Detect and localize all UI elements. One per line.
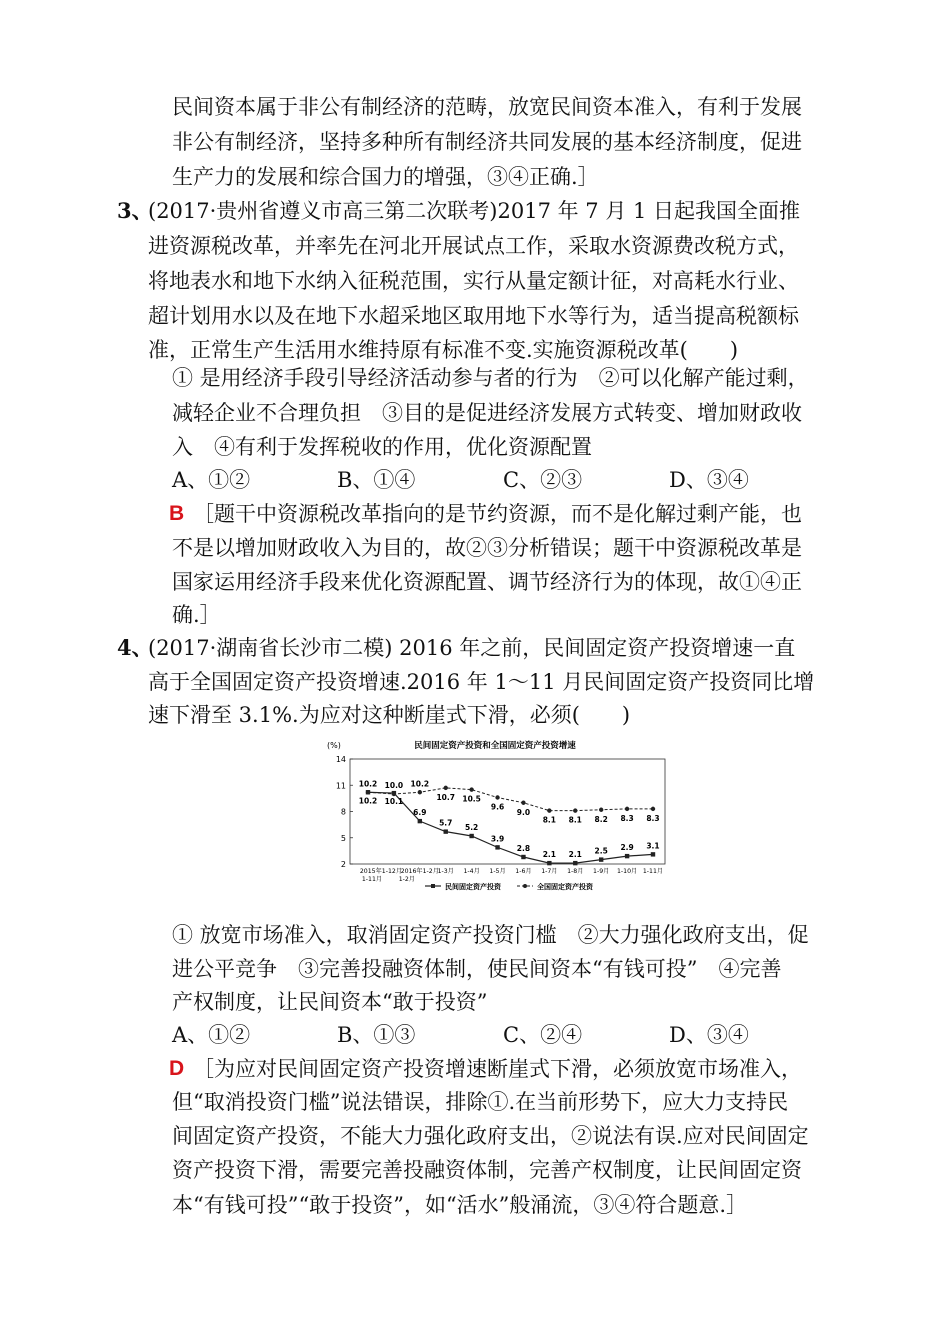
x-tick-label: 1-3月 — [437, 868, 454, 875]
x-tick-label: 1-6月 — [515, 868, 532, 875]
point-national — [444, 786, 448, 790]
point-private — [651, 852, 655, 856]
point-private — [444, 829, 448, 833]
data-label-private: 2.8 — [516, 844, 531, 853]
y-tick-label: 11 — [335, 781, 346, 791]
data-label-national: 10.0 — [384, 781, 404, 790]
y-tick-label: 5 — [340, 833, 346, 843]
point-private — [392, 791, 396, 795]
q2-text-line: 生产力的发展和综合国力的增强，③④正确.］ — [172, 165, 599, 189]
q3-explanation-line: 不是以增加财政收入为目的，故②③分析错误；题干中资源税改革是 — [172, 536, 802, 560]
q3-option-c: C、②③ — [503, 468, 583, 492]
data-label-private: 6.9 — [413, 808, 427, 818]
q3-statement-line: ① 是用经济手段引导经济活动参与者的行为 ②可以化解产能过剩， — [172, 366, 809, 390]
x-tick-label: 2016年1-2月 — [400, 868, 439, 875]
legend-marker-private — [431, 884, 435, 888]
q3-statement-line: 入 ④有利于发挥税收的作用，优化资源配置 — [172, 435, 592, 459]
chart-ylabel: (%) — [327, 741, 341, 750]
point-private — [573, 861, 577, 865]
data-label-national: 8.3 — [646, 813, 660, 823]
q3-explanation-line: ［题干中资源税改革指向的是节约资源，而不是化解过剩产能，也 — [193, 502, 802, 526]
q3-option-b: B、①④ — [337, 468, 416, 492]
q4-option-c: C、②④ — [503, 1023, 583, 1047]
x-tick-label: 1-11月 — [642, 868, 664, 875]
investment-growth-line-chart — [325, 737, 669, 897]
data-label-national: 10.7 — [436, 792, 455, 802]
q4-stem-line: (2017·湖南省长沙市二模) 2016 年之前，民间固定资产投资增速一直 — [148, 636, 796, 660]
q4-answer: D — [169, 1057, 185, 1080]
data-label-national: 10.5 — [462, 794, 481, 804]
q3-option-d: D、③④ — [669, 468, 749, 492]
point-private — [418, 819, 422, 823]
point-private — [521, 855, 525, 859]
q4-statement-line: ① 放宽市场准入，取消固定资产投资门槛 ②大力强化政府支出，促 — [172, 923, 809, 947]
point-private — [469, 834, 473, 838]
point-national — [469, 787, 473, 791]
series-line-private — [368, 792, 653, 863]
q3-stem-line: 进资源税改革，并率先在河北开展试点工作，采取水资源费改税方式， — [148, 234, 799, 258]
data-label-national: 8.1 — [542, 815, 557, 825]
q3-answer: B — [169, 502, 185, 525]
data-label-national: 8.2 — [594, 814, 608, 824]
q4-option-a: A、①② — [172, 1023, 251, 1047]
q4-stem-line: 高于全国固定资产投资增速.2016 年 1～11 月民间固定资产投资同比增 — [148, 670, 815, 694]
point-national — [495, 795, 499, 799]
data-label-national: 8.1 — [568, 815, 582, 825]
point-private — [599, 857, 603, 861]
x-tick-sublabel: 1-11月 — [361, 876, 383, 883]
x-tick-sublabel: 1-2月 — [398, 876, 416, 883]
q4-option-d: D、③④ — [669, 1023, 749, 1047]
x-tick-label: 1-10月 — [616, 868, 638, 875]
data-label-private: 2.1 — [568, 850, 582, 860]
q4-number: 4、 — [117, 635, 153, 660]
q3-stem-line: (2017·贵州省遵义市高三第二次联考)2017 年 7 月 1 日起我国全面推 — [148, 199, 801, 223]
x-tick-label: 2015年1-12月 — [359, 868, 403, 875]
q4-stem-line: 速下滑至 3.1%.为应对这种断崖式下滑，必须( ) — [148, 703, 631, 727]
q4-explanation-line: 资产投资下滑，需要完善投融资体制，完善产权制度，让民间固定资 — [172, 1158, 802, 1182]
x-tick-label: 1-5月 — [489, 868, 506, 875]
x-tick-label: 1-9月 — [593, 868, 610, 875]
y-tick-label: 2 — [340, 860, 346, 869]
plot-frame — [350, 759, 665, 864]
q4-explanation-line: 间固定资产投资，不能大力强化政府支出，②说法有误.应对民间固定 — [172, 1124, 809, 1148]
point-private — [625, 854, 629, 858]
point-national — [521, 801, 525, 805]
q4-explanation-line: 本“有钱可投”“敢于投资”，如“活水”般涌流，③④符合题意.］ — [172, 1193, 748, 1217]
legend-marker-national — [523, 884, 527, 888]
data-label-private: 2.5 — [594, 846, 608, 856]
data-label-national: 8.3 — [620, 813, 634, 823]
data-label-national: 9.6 — [490, 802, 505, 812]
point-private — [547, 861, 551, 865]
x-tick-label: 1-4月 — [463, 868, 480, 875]
q3-explanation-line: 国家运用经济手段来优化资源配置、调节经济行为的体现，故①④正 — [172, 570, 802, 594]
q3-stem-line: 将地表水和地下水纳入征税范围，实行从量定额计征，对高耗水行业、 — [148, 269, 799, 293]
point-private — [366, 790, 370, 794]
data-label-private: 2.1 — [542, 850, 557, 860]
q2-text-line: 非公有制经济，坚持多种所有制经济共同发展的基本经济制度，促进 — [172, 130, 802, 154]
legend-label-national: 全国固定资产投资 — [537, 883, 593, 891]
data-label-private: 5.2 — [464, 823, 479, 832]
data-label-national: 9.0 — [516, 807, 531, 817]
q4-statement-line: 产权制度，让民间资本“敢于投资” — [172, 990, 488, 1014]
x-tick-label: 1-8月 — [567, 868, 584, 875]
q2-text-line: 民间资本属于非公有制经济的范畴，放宽民间资本准入，有利于发展 — [172, 95, 802, 119]
point-national — [651, 807, 655, 811]
q4-explanation-line: ［为应对民间固定资产投资增速断崖式下滑，必须放宽市场准入， — [193, 1057, 802, 1081]
q3-stem-line: 超计划用水以及在地下水超采地区取用地下水等行为，适当提高税额标 — [148, 304, 799, 328]
series-line-national — [368, 788, 653, 811]
chart-title: 民间固定资产投资和全国固定资产投资增速 — [414, 741, 576, 751]
q4-explanation-line: 但“取消投资门槛”说法错误，排除①.在当前形势下，应大力支持民 — [172, 1090, 789, 1114]
q4-statement-line: 进公平竞争 ③完善投融资体制，使民间资本“有钱可投” ④完善 — [172, 957, 782, 981]
data-label-national: 10.2 — [410, 779, 430, 789]
data-label-private: 10.1 — [384, 797, 404, 807]
point-national — [599, 808, 603, 812]
data-label-private: 5.7 — [439, 818, 453, 828]
point-national — [418, 790, 422, 794]
data-label-private: 3.1 — [646, 841, 660, 851]
x-tick-label: 1-7月 — [541, 868, 558, 875]
q3-option-a: A、①② — [172, 468, 251, 492]
data-label-private: 3.9 — [490, 834, 505, 844]
point-national — [547, 808, 551, 812]
point-national — [573, 808, 577, 812]
q3-statement-line: 减轻企业不合理负担 ③目的是促进经济发展方式转变、增加财政收 — [172, 401, 802, 425]
q3-number: 3、 — [117, 198, 153, 223]
data-label-private: 10.2 — [358, 796, 378, 806]
data-label-private: 2.9 — [620, 843, 634, 853]
q3-stem-line: 准，正常生产生活用水维持原有标准不变.实施资源税改革( ) — [148, 338, 739, 362]
point-national — [625, 807, 629, 811]
y-tick-label: 14 — [335, 755, 346, 764]
q3-explanation-line: 确.］ — [172, 603, 221, 627]
y-tick-label: 8 — [340, 807, 346, 817]
legend-label-private: 民间固定资产投资 — [445, 883, 501, 891]
data-label-national: 10.2 — [358, 779, 378, 789]
q4-option-b: B、①③ — [337, 1023, 416, 1047]
point-private — [495, 845, 499, 849]
